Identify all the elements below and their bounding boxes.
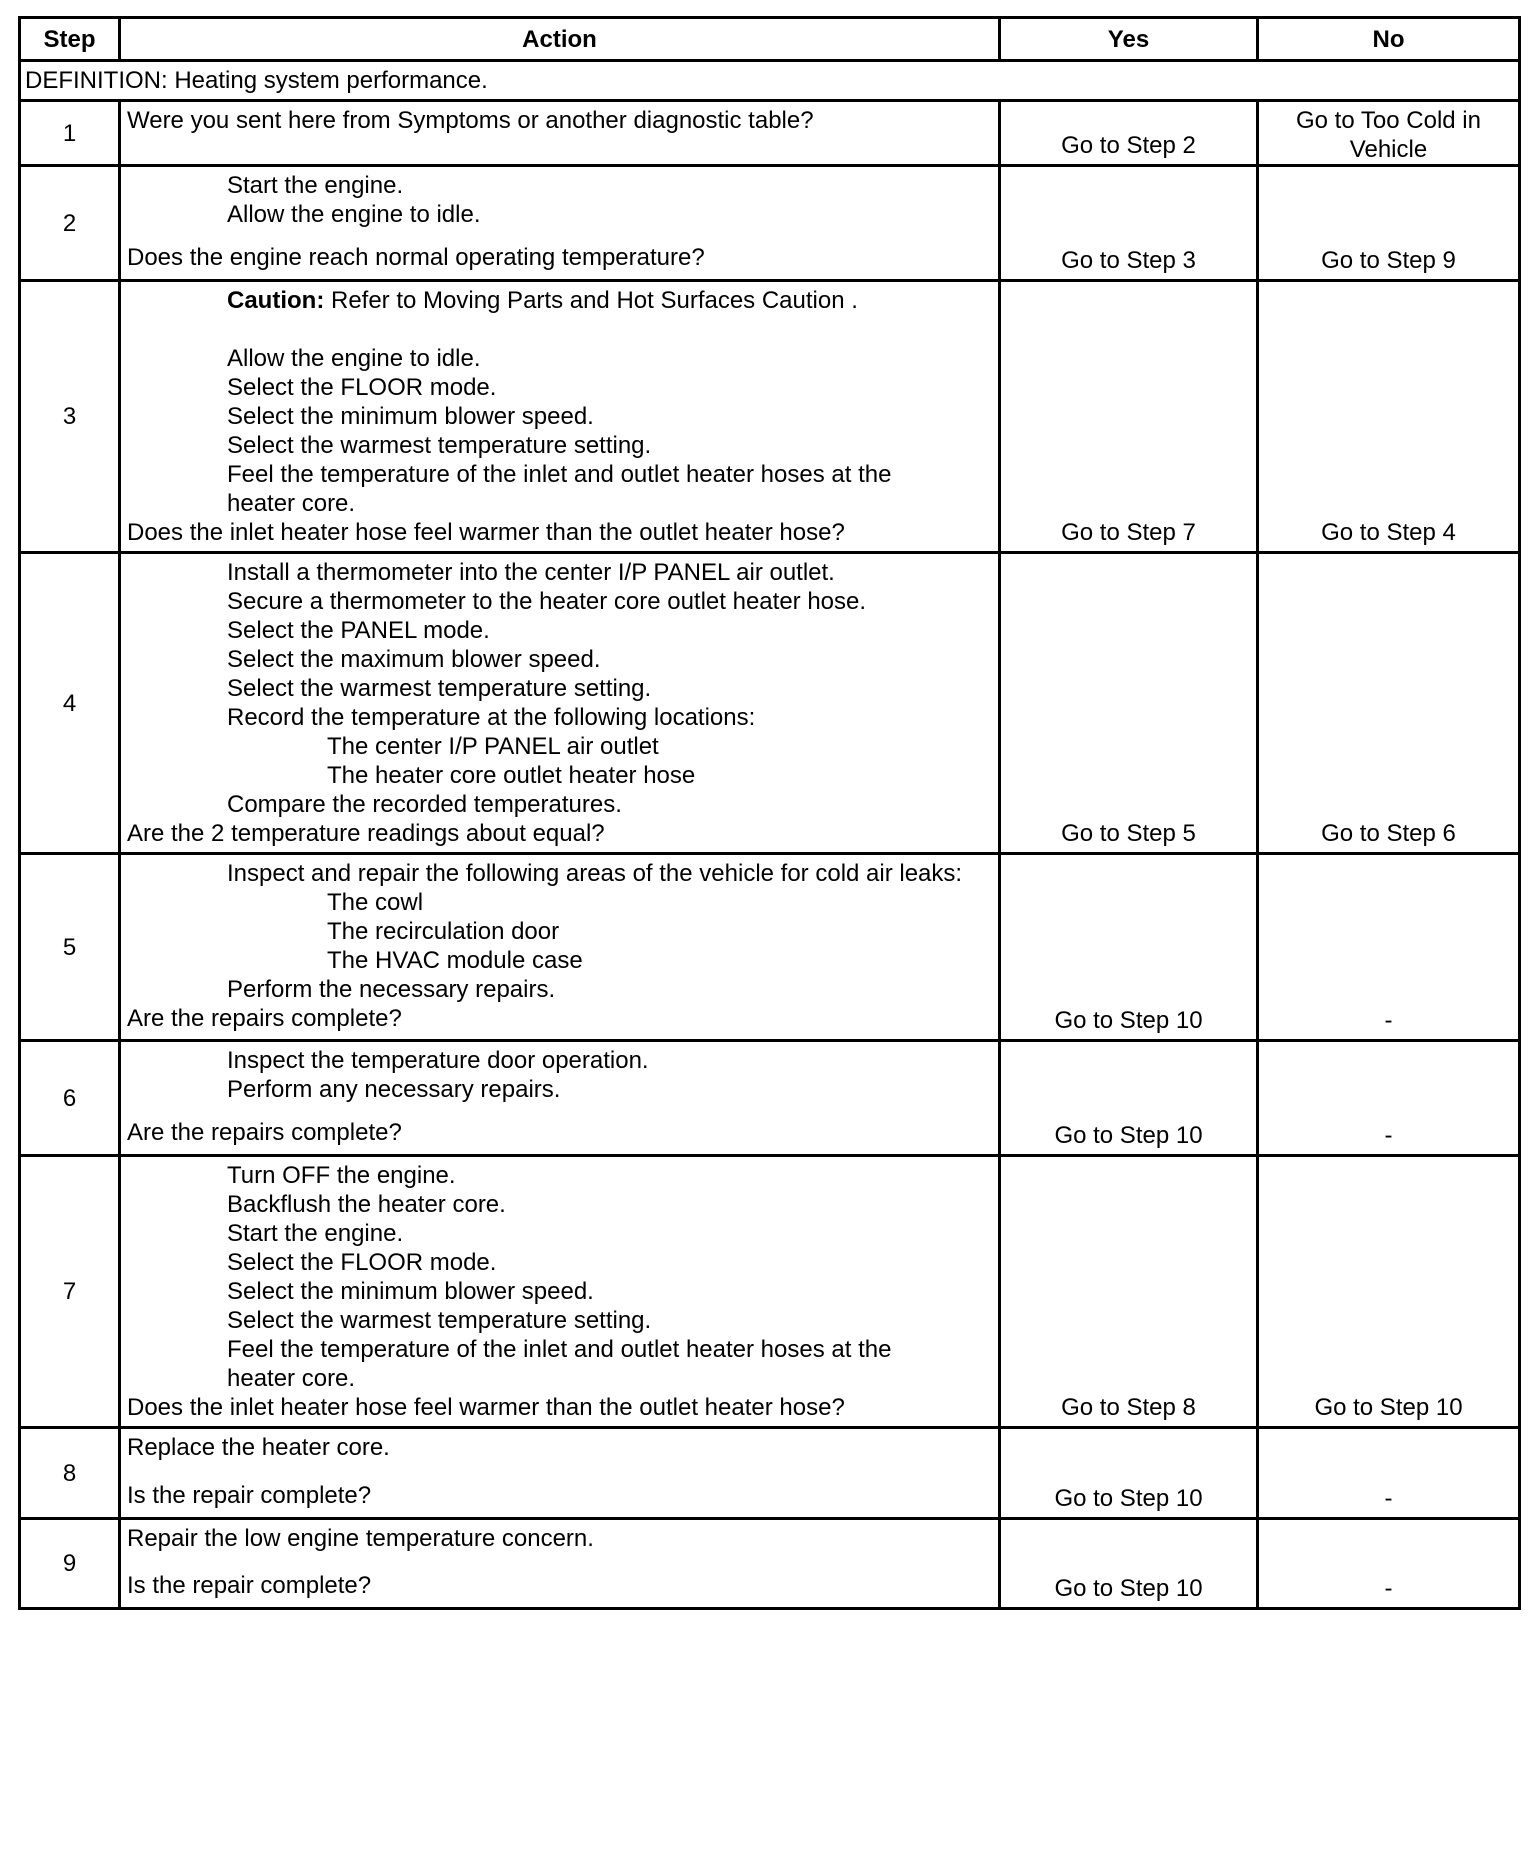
action-steps (127, 1161, 994, 1393)
yes-result: Go to Step 3 (1000, 166, 1258, 281)
step-action (120, 101, 1000, 166)
action-line: Secure a thermometer to the heater core outlet heater hose. (227, 588, 867, 615)
no-result: Go to Step 4 (1258, 281, 1520, 553)
step-row (20, 1041, 1520, 1156)
action-line: Feel the temperature of the inlet and outlet heater hoses at the (227, 1336, 892, 1363)
caution-label: Caution: (227, 287, 325, 314)
header-row (20, 18, 1520, 61)
action-line: Start the engine. (227, 1220, 404, 1247)
action-content (127, 1161, 994, 1422)
no-result: Go to Too Cold in Vehicle (1258, 101, 1520, 166)
action-line: The recirculation door (327, 918, 560, 945)
step-row (20, 101, 1520, 166)
action-steps (127, 171, 994, 229)
action-line: Inspect the temperature door operation. (227, 1047, 649, 1074)
step-number: 9 (20, 1519, 120, 1609)
action-line: Replace the heater core. (127, 1434, 390, 1461)
action-line: Allow the engine to idle. (227, 201, 481, 228)
step-row (20, 281, 1520, 553)
action-line: Select the PANEL mode. (227, 617, 490, 644)
action-line: Allow the engine to idle. (227, 345, 481, 372)
step-question: Are the repairs complete? (127, 1119, 402, 1146)
step-question: Is the repair complete? (127, 1572, 372, 1599)
action-line: Select the FLOOR mode. (227, 374, 497, 401)
step-row (20, 553, 1520, 854)
yes-result: Go to Step 10 (1000, 1041, 1258, 1156)
action-line: Start the engine. (227, 172, 404, 199)
action-steps (127, 1524, 994, 1553)
caution-line (127, 286, 994, 315)
action-line: The HVAC module case (327, 947, 583, 974)
action-line: The heater core outlet heater hose (327, 762, 696, 789)
action-line: Record the temperature at the following locations: (227, 704, 756, 731)
action-steps (127, 859, 994, 1004)
diagnostic-table (18, 16, 1521, 1610)
action-line: Inspect and repair the following areas of the vehicle for cold air leaks: (227, 860, 963, 887)
definition-text: DEFINITION: Heating system performance. (20, 61, 1520, 101)
header-no: No (1258, 18, 1520, 61)
step-action (120, 1428, 1000, 1519)
step-question: Is the repair complete? (127, 1482, 372, 1509)
caution-text: Refer to Moving Parts and Hot Surfaces Caution . (324, 287, 858, 314)
step-action (120, 1156, 1000, 1428)
no-result: - (1258, 1519, 1520, 1609)
action-steps (127, 286, 994, 518)
header-step: Step (20, 18, 120, 61)
step-action (120, 281, 1000, 553)
no-result: - (1258, 854, 1520, 1041)
yes-result: Go to Step 2 (1000, 101, 1258, 166)
step-question: Does the inlet heater hose feel warmer than the outlet heater hose? (127, 1394, 845, 1421)
action-line: Select the warmest temperature setting. (227, 432, 652, 459)
no-result: Go to Step 6 (1258, 553, 1520, 854)
action-steps (127, 1433, 994, 1462)
no-result: Go to Step 10 (1258, 1156, 1520, 1428)
action-steps (127, 558, 994, 819)
action-content (127, 286, 994, 547)
header-action: Action (120, 18, 1000, 61)
action-line: Select the warmest temperature setting. (227, 1307, 652, 1334)
action-line: Install a thermometer into the center I/P PANEL air outlet. (227, 559, 835, 586)
action-line: Perform the necessary repairs. (227, 976, 556, 1003)
action-line: Perform any necessary repairs. (227, 1076, 561, 1103)
action-steps (127, 1046, 994, 1104)
step-row (20, 1156, 1520, 1428)
no-result: - (1258, 1041, 1520, 1156)
step-number: 3 (20, 281, 120, 553)
step-action (120, 1041, 1000, 1156)
action-content (127, 171, 994, 272)
step-number: 2 (20, 166, 120, 281)
step-row (20, 854, 1520, 1041)
action-steps (127, 106, 994, 135)
step-action (120, 854, 1000, 1041)
step-number: 7 (20, 1156, 120, 1428)
step-question: Does the engine reach normal operating temperature? (127, 244, 705, 271)
action-content (127, 1433, 994, 1510)
yes-result: Go to Step 5 (1000, 553, 1258, 854)
no-result: - (1258, 1428, 1520, 1519)
step-number: 5 (20, 854, 120, 1041)
step-row (20, 166, 1520, 281)
step-action (120, 166, 1000, 281)
yes-result: Go to Step 8 (1000, 1156, 1258, 1428)
spacer (127, 315, 994, 344)
definition-row (20, 61, 1520, 101)
action-content (127, 1524, 994, 1600)
step-row (20, 1519, 1520, 1609)
step-question: Are the repairs complete? (127, 1005, 402, 1032)
action-line: heater core. (227, 1365, 356, 1392)
action-content (127, 106, 994, 148)
action-line: Repair the low engine temperature concern. (127, 1525, 594, 1552)
step-question: Does the inlet heater hose feel warmer than the outlet heater hose? (127, 519, 845, 546)
action-content (127, 1046, 994, 1147)
action-line: Select the minimum blower speed. (227, 1278, 594, 1305)
step-action (120, 553, 1000, 854)
action-line: Backflush the heater core. (227, 1191, 506, 1218)
action-line: Select the minimum blower speed. (227, 403, 594, 430)
action-line: The cowl (327, 889, 424, 916)
action-line: Compare the recorded temperatures. (227, 791, 622, 818)
action-content (127, 558, 994, 848)
yes-result: Go to Step 10 (1000, 854, 1258, 1041)
action-line: Feel the temperature of the inlet and outlet heater hoses at the (227, 461, 892, 488)
step-number: 4 (20, 553, 120, 854)
step-action (120, 1519, 1000, 1609)
step-number: 8 (20, 1428, 120, 1519)
yes-result: Go to Step 10 (1000, 1519, 1258, 1609)
yes-result: Go to Step 7 (1000, 281, 1258, 553)
step-row (20, 1428, 1520, 1519)
action-line: Turn OFF the engine. (227, 1162, 456, 1189)
action-line: heater core. (227, 490, 356, 517)
action-line: The center I/P PANEL air outlet (327, 733, 659, 760)
step-number: 6 (20, 1041, 120, 1156)
action-line: Select the maximum blower speed. (227, 646, 601, 673)
step-question: Are the 2 temperature readings about equal? (127, 820, 605, 847)
action-line: Select the FLOOR mode. (227, 1249, 497, 1276)
step-number: 1 (20, 101, 120, 166)
yes-result: Go to Step 10 (1000, 1428, 1258, 1519)
header-yes: Yes (1000, 18, 1258, 61)
no-result: Go to Step 9 (1258, 166, 1520, 281)
action-content (127, 859, 994, 1033)
action-line: Select the warmest temperature setting. (227, 675, 652, 702)
action-line: Were you sent here from Symptoms or another diagnostic table? (127, 107, 814, 134)
